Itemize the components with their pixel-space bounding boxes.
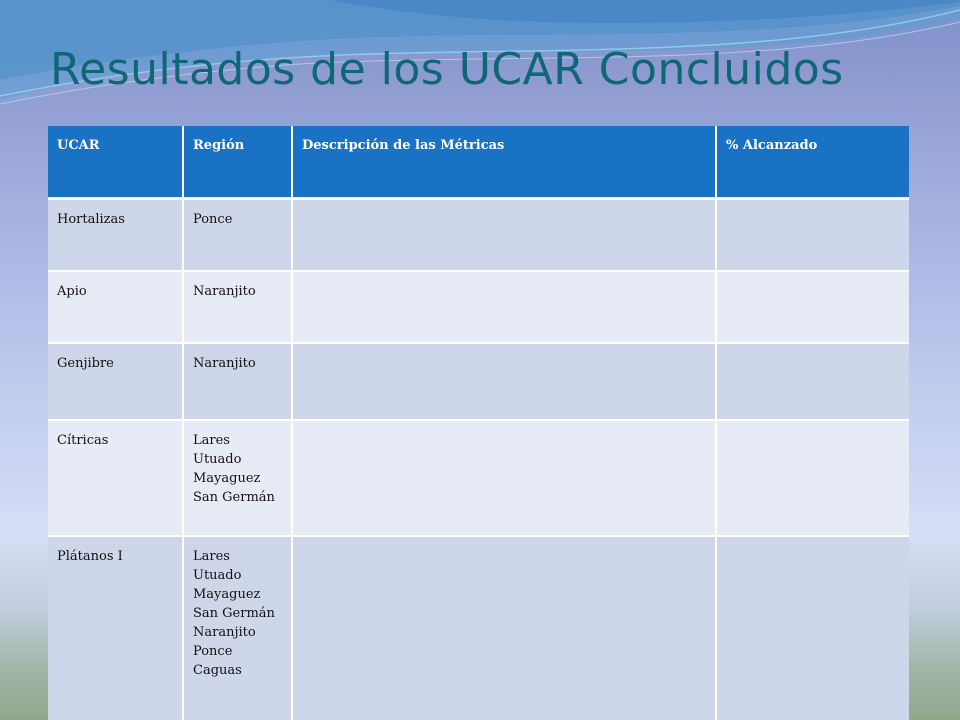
- column-header-ucar: UCAR: [48, 126, 183, 199]
- column-header-description: Descripción de las Métricas: [292, 126, 716, 199]
- table-row: [48, 271, 909, 343]
- region-name: Ponce: [193, 212, 233, 227]
- slide-title: Resultados de los UCAR Concluidos: [50, 44, 844, 95]
- ucar-results-table-container: [48, 126, 909, 720]
- table-row: [48, 199, 909, 272]
- cell-percent-achieved: [716, 536, 909, 720]
- cell-description: [292, 420, 716, 536]
- region-name: Naranjito: [193, 625, 256, 640]
- cell-percent-achieved: [716, 420, 909, 536]
- region-name: Mayaguez: [193, 471, 261, 486]
- table-row: [48, 343, 909, 420]
- region-name: Naranjito: [193, 284, 256, 299]
- cell-ucar: Cítricas: [48, 420, 183, 536]
- region-name: Lares: [193, 433, 230, 448]
- region-name: San Germán: [193, 606, 275, 621]
- table-row: [48, 536, 909, 720]
- table-header-row: [48, 126, 909, 199]
- cell-description: [292, 343, 716, 420]
- region-name: Naranjito: [193, 356, 256, 371]
- column-header-region: Región: [183, 126, 292, 199]
- table-row: [48, 420, 909, 536]
- region-name: Utuado: [193, 452, 242, 467]
- cell-ucar: Plátanos I: [48, 536, 183, 720]
- cell-description: [292, 271, 716, 343]
- cell-description: [292, 536, 716, 720]
- cell-percent-achieved: [716, 343, 909, 420]
- ucar-results-table: [48, 126, 909, 720]
- cell-percent-achieved: [716, 199, 909, 272]
- cell-ucar: Hortalizas: [48, 199, 183, 272]
- cell-region: [183, 271, 292, 343]
- cell-ucar: Genjibre: [48, 343, 183, 420]
- region-name: Ponce: [193, 644, 233, 659]
- region-name: Lares: [193, 549, 230, 564]
- cell-ucar: Apio: [48, 271, 183, 343]
- region-name: Caguas: [193, 663, 242, 678]
- cell-percent-achieved: [716, 271, 909, 343]
- cell-region: [183, 420, 292, 536]
- cell-region: [183, 343, 292, 420]
- cell-region: [183, 536, 292, 720]
- cell-region: [183, 199, 292, 272]
- cell-description: [292, 199, 716, 272]
- region-name: Mayaguez: [193, 587, 261, 602]
- region-name: San Germán: [193, 490, 275, 505]
- column-header-percent-achieved: % Alcanzado: [716, 126, 909, 199]
- region-name: Utuado: [193, 568, 242, 583]
